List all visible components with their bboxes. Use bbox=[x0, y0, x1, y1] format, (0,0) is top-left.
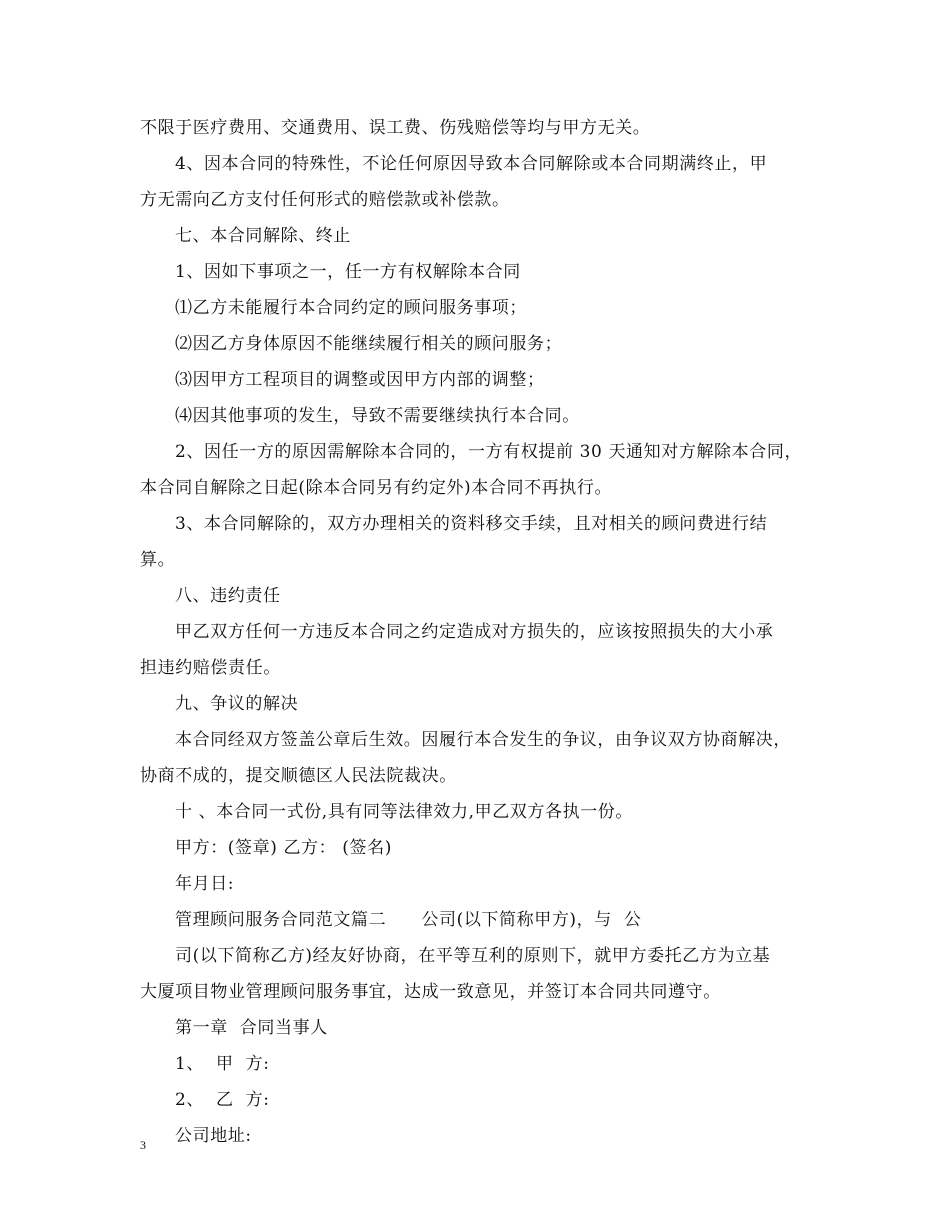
address-line: 公司地址: bbox=[175, 1126, 252, 1146]
text-line: 2、因任一方的原因需解除本合同的，一方有权提前 30 天通知对方解除本合同， bbox=[175, 442, 803, 462]
date-line: 年月日: bbox=[175, 874, 235, 894]
text-line: 3、本合同解除的，双方办理相关的资料移交手续，且对相关的顾问费进行结 bbox=[175, 514, 768, 534]
section-heading: 八、违约责任 bbox=[175, 586, 281, 606]
list-item: ⑷因其他事项的发生，导致不需要继续执行本合同。 bbox=[175, 406, 580, 426]
text-line: 本合同经双方签盖公章后生效。因履行本合发生的争议，由争议双方协商解决， bbox=[175, 730, 791, 750]
text-line: 司(以下简称乙方)经友好协商，在平等互利的原则下，就甲方委托乙方为立基 bbox=[175, 946, 771, 966]
text-line: 1、因如下事项之一，任一方有权解除本合同 bbox=[175, 262, 521, 282]
section-heading: 七、本合同解除、终止 bbox=[175, 226, 351, 246]
page-number: 3 bbox=[140, 1138, 146, 1152]
text-line: 担违约赔偿责任。 bbox=[140, 658, 281, 678]
text-line: 管理顾问服务合同范文篇二 公司(以下简称甲方)，与 公 bbox=[175, 910, 642, 930]
party-line: 2、 乙 方: bbox=[175, 1090, 270, 1110]
text-line: 4、因本合同的特殊性，不论任何原因导致本合同解除或本合同期满终止，甲 bbox=[175, 154, 768, 174]
text-line: 算。 bbox=[140, 550, 176, 570]
list-item: ⑵因乙方身体原因不能继续履行相关的顾问服务； bbox=[175, 334, 563, 354]
list-item: ⑶因甲方工程项目的调整或因甲方内部的调整； bbox=[175, 370, 545, 390]
section-heading: 九、争议的解决 bbox=[175, 694, 299, 714]
text-line: 大厦项目物业管理顾问服务事宜，达成一致意见，并签订本合同共同遵守。 bbox=[140, 982, 721, 1002]
chapter-heading: 第一章 合同当事人 bbox=[175, 1018, 328, 1038]
party-line: 1、 甲 方: bbox=[175, 1054, 270, 1074]
list-item: ⑴乙方未能履行本合同约定的顾问服务事项； bbox=[175, 298, 527, 318]
text-line: 方无需向乙方支付任何形式的赔偿款或补偿款。 bbox=[140, 190, 510, 210]
text-line: 不限于医疗费用、交通费用、误工费、伤残赔偿等均与甲方无关。 bbox=[140, 118, 651, 138]
signature-line: 甲方：(签章) 乙方： (签名) bbox=[175, 838, 392, 858]
text-line: 甲乙双方任何一方违反本合同之约定造成对方损失的，应该按照损失的大小承 bbox=[175, 622, 774, 642]
text-line: 本合同自解除之日起(除本合同另有约定外)本合同不再执行。 bbox=[140, 478, 613, 498]
text-line: 十 、本合同一式份,具有同等法律效力,甲乙双方各执一份。 bbox=[175, 802, 634, 822]
text-line: 协商不成的，提交顺德区人民法院裁决。 bbox=[140, 766, 457, 786]
